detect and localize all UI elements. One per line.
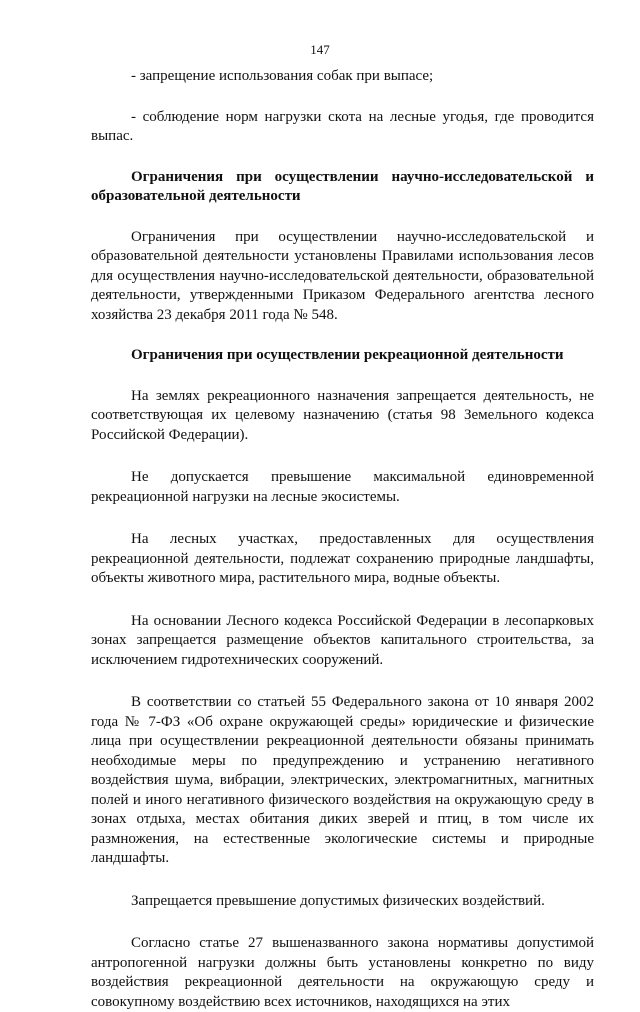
section-heading: Ограничения при осуществлении научно-исследовательской и образовательной деятельности — [91, 168, 594, 204]
document-body — [91, 67, 594, 1012]
paragraph: - запрещение использования собак при выпасе; — [131, 68, 434, 84]
section-heading: Ограничения при осуществлении рекреационной деятельности — [131, 347, 564, 363]
paragraph: Не допускается превышение максимальной единовременной рекреационной нагрузки на лесные экосистемы. — [91, 469, 594, 505]
paragraph: Ограничения при осуществлении научно-исследовательской и образовательной деятельности установлены Правилами использования лесов для осуществления научно-исследовательской деятельности, образовательной деятельности, утвержденными Приказом Федерального агентства лесного хозяйства 23 декабря 2011 года № 548. — [91, 228, 594, 323]
paragraph: Запрещается превышение допустимых физических воздействий. — [131, 892, 545, 909]
paragraph: На лесных участках, предоставленных для осуществления рекреационной деятельности, подлежат сохранению природные ландшафты, объекты животного мира, растительного мира, водные объекты. — [91, 531, 594, 586]
paragraph: - соблюдение норм нагрузки скота на лесные угодья, где проводится выпас. — [91, 108, 594, 144]
paragraph: Согласно статье 27 вышеназванного закона нормативы допустимой антропогенной нагрузки должны быть установлены конкретно по виду воздействия рекреационной деятельности на окружающую среду и совокупному воздействию всех источников, находящихся на этих — [91, 935, 594, 1010]
paragraph: На основании Лесного кодекса Российской Федерации в лесопарковых зонах запрещается размещение объектов капитального строительства, за исключением гидротехнических сооружений. — [91, 612, 594, 668]
paragraph: На землях рекреационного назначения запрещается деятельность, не соответствующая их целевому назначению (статья 98 Земельного кодекса Российской Федерации). — [91, 387, 594, 443]
paragraph: В соответствии со статьей 55 Федерального закона от 10 января 2002 года № 7-ФЗ «Об охране окружающей среды» юридические и физические лица при осуществлении рекреационной деятельности обязаны принимать необходимые меры по предупреждению и устранению негативного воздействия шума, вибрации, электрических, электромагнитных, магнитных полей и иного негативного физического воздействия на окружающую среду в зонах отдыха, местах обитания диких зверей и птиц, в том числе их размножения, на естественные экологические системы и природные ландшафты. — [91, 694, 594, 866]
page-number: 147 — [310, 42, 330, 57]
